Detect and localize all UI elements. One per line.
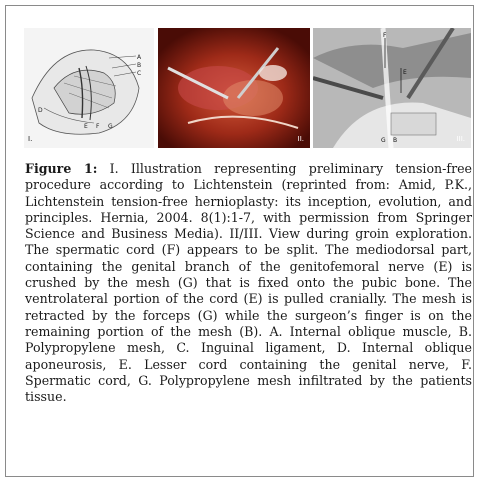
panel-label-i: I.	[28, 135, 33, 143]
label-c: C	[137, 70, 142, 77]
figure-caption	[25, 161, 472, 405]
figure-frame	[5, 5, 474, 477]
surgical-illustration	[24, 28, 154, 148]
label-b-iii: B	[393, 137, 398, 144]
annotated-photo	[313, 28, 471, 148]
panel-label-iii: III.	[456, 135, 465, 143]
label-d: D	[38, 107, 43, 114]
annotated-photo-panel-iii	[313, 28, 471, 148]
label-e-iii: E	[403, 69, 407, 76]
label-f-iii: F	[383, 32, 387, 39]
caption-text: I. Illustration representing preliminary tension-free procedure according to Lichtenstein (reprinted from: Amid, P.K., Lichtenstein tension-free hernioplasty: its inception, evolution, and principles. Hernia, 2004. 8(1):1-7, with permission from Springer Science and Business Media). II/III. View during groin exploration. The spermatic cord (F) appears to be split. The mediodorsal part, containing the genital branch of the genitofemoral nerve (E) is crushed by the mesh (G) that is fixed onto the pubic bone. The ventrolateral portion of the cord (E) is pulled cranially. The mesh is retracted by the forceps (G) while the surgeon’s finger is on the remaining portion of the mesh (B). A. Internal oblique muscle, B. Polypropylene mesh, C. Inguinal ligament, D. Internal oblique aponeurosis, E. Lesser cord containing the genital nerve, F. Spermatic cord, G. Polypropylene mesh infiltrated by the patients tissue.	[25, 161, 472, 405]
illustration-panel-i	[24, 28, 154, 148]
label-f: F	[96, 123, 100, 130]
surgical-photo	[158, 28, 310, 148]
caption-label: Figure 1:	[25, 161, 98, 176]
label-g: G	[108, 123, 113, 130]
label-e: E	[84, 123, 88, 130]
label-b: B	[137, 62, 142, 69]
label-g-iii: G	[381, 137, 386, 144]
surgical-photo-panel-ii	[158, 28, 310, 148]
label-a: A	[137, 54, 142, 61]
panel-label-ii: II.	[297, 135, 304, 143]
